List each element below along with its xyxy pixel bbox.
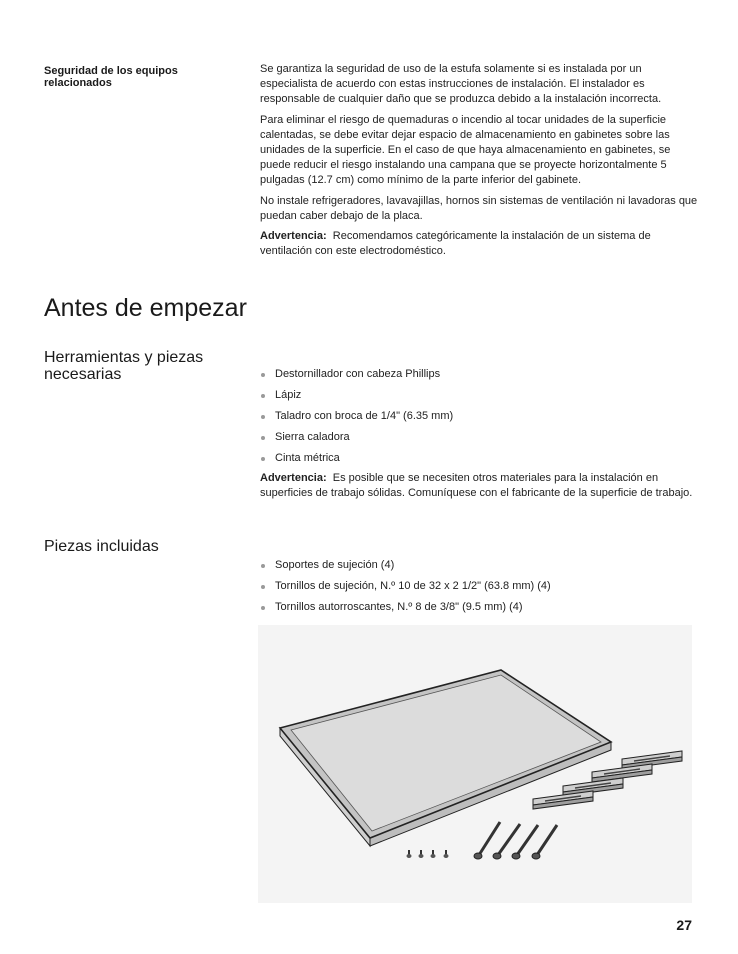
cooktop-parts-drawing (258, 625, 692, 903)
parts-list (260, 558, 700, 621)
list-item: Tornillos de sujeción, N.º 10 de 32 x 2 1/2" (63.8 mm) (4) (260, 579, 700, 600)
tools-list-container (260, 367, 700, 472)
list-item: Sierra caladora (260, 430, 700, 451)
tools-warning (260, 471, 700, 506)
list-item: Lápiz (260, 388, 700, 409)
page-number: 27 (676, 917, 692, 933)
parts-heading: Piezas incluidas (44, 538, 159, 555)
self-tapping-screw (444, 850, 449, 858)
main-heading: Antes de empezar (44, 294, 247, 322)
section-label-seguridad: Seguridad de los equipos relacionados (44, 65, 178, 89)
warning-text: Es posible que se necesiten otros materiales para la instalación en superficies de trabajo sólidas. Comuníquese con el fabricante de la superficie de trabajo. (260, 472, 693, 500)
paragraph-1: Se garantiza la seguridad de uso de la estufa solamente si es instalada por un especialista de acuerdo con estas instrucciones de instalación. El instalador es responsable de cualquier daño que se produzca debido a la instalación incorrecta. (260, 63, 662, 106)
list-item: Soportes de sujeción (4) (260, 558, 700, 579)
tools-list (260, 367, 700, 472)
tools-heading: Herramientas y piezas necesarias (44, 349, 204, 383)
parts-list-container (260, 558, 700, 621)
warning-paragraph (260, 471, 700, 501)
section-body-seguridad (260, 62, 700, 264)
self-tapping-screw (431, 850, 436, 858)
self-tapping-screw (419, 850, 424, 858)
cooktop-parts-illustration (258, 625, 692, 903)
warning-paragraph (260, 229, 700, 259)
list-item: Tornillos autorroscantes, N.º 8 de 3/8" (9.5 mm) (4) (260, 600, 700, 621)
list-item: Cinta métrica (260, 451, 700, 472)
warning-label: Advertencia: (260, 230, 327, 243)
list-item: Destornillador con cabeza Phillips (260, 367, 700, 388)
paragraph-2: Para eliminar el riesgo de quemaduras o incendio al tocar unidades de la superficie calentadas, se debe evitar dejar espacio de almacenamiento en gabinetes sobre las unidades de la superficie. En el caso de que haya almacenamiento en gabinetes, se puede reducir el riesgo instalando una campana que se proyecte horizontalmente 5 pulgadas (12.7 cm) como mínimo de la parte inferior del gabinete. (260, 113, 671, 187)
paragraph-3: No instale refrigeradores, lavavajillas, hornos sin sistemas de ventilación ni lavadoras que puedan caber debajo de la placa. (260, 194, 698, 222)
self-tapping-screw (407, 850, 412, 858)
warning-label: Advertencia: (260, 472, 327, 484)
list-item: Taladro con broca de 1/4" (6.35 mm) (260, 409, 700, 430)
warning-text: Recomendamos categóricamente la instalación de un sistema de ventilación con este electrodoméstico. (260, 230, 651, 258)
